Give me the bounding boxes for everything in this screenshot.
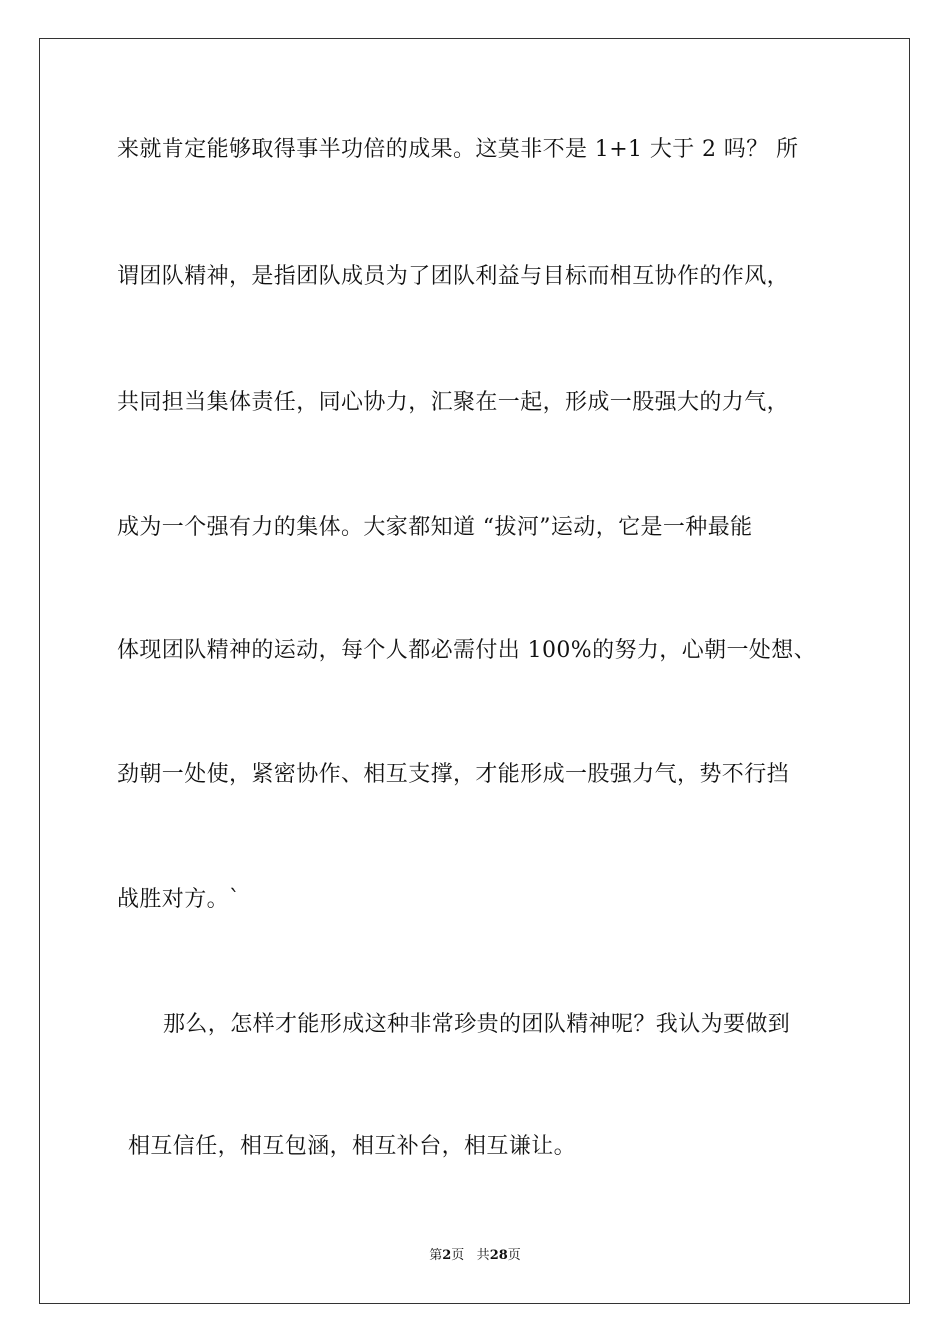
page-footer xyxy=(0,1248,950,1264)
paragraph-line-8: 那么，怎样才能形成这种非常珍贵的团队精神呢？我认为要做到 xyxy=(163,1012,791,1037)
footer-prefix: 第 xyxy=(429,1248,443,1263)
paragraph-line-6: 劲朝一处使，紧密协作、相互支撑，才能形成一股强力气，势不行挡 xyxy=(117,762,790,787)
footer-total-prefix: 共 xyxy=(476,1248,490,1263)
paragraph-line-2: 谓团队精神，是指团队成员为了团队利益与目标而相互协作的作风， xyxy=(117,264,790,289)
paragraph-line-7: 战胜对方。` xyxy=(117,887,241,912)
paragraph-line-9: 相互信任，相互包涵，相互补台，相互谦让。 xyxy=(128,1134,577,1159)
paragraph-line-5: 体现团队精神的运动，每个人都必需付出 100%的努力，心朝一处想、 xyxy=(117,638,817,663)
paragraph-line-3: 共同担当集体责任，同心协力，汇聚在一起，形成一股强大的力气， xyxy=(117,390,790,415)
page-border xyxy=(39,38,910,1304)
current-page-number: 2 xyxy=(442,1248,452,1263)
footer-total-suffix: 页 xyxy=(507,1248,521,1263)
footer-page-suffix: 页 xyxy=(451,1248,465,1263)
paragraph-line-1: 来就肯定能够取得事半功倍的成果。这莫非不是 1+1 大于 2 吗？ 所 xyxy=(117,137,799,162)
total-pages-number: 28 xyxy=(489,1248,508,1263)
paragraph-line-4: 成为一个强有力的集体。大家都知道 “拔河”运动，它是一种最能 xyxy=(117,515,753,540)
